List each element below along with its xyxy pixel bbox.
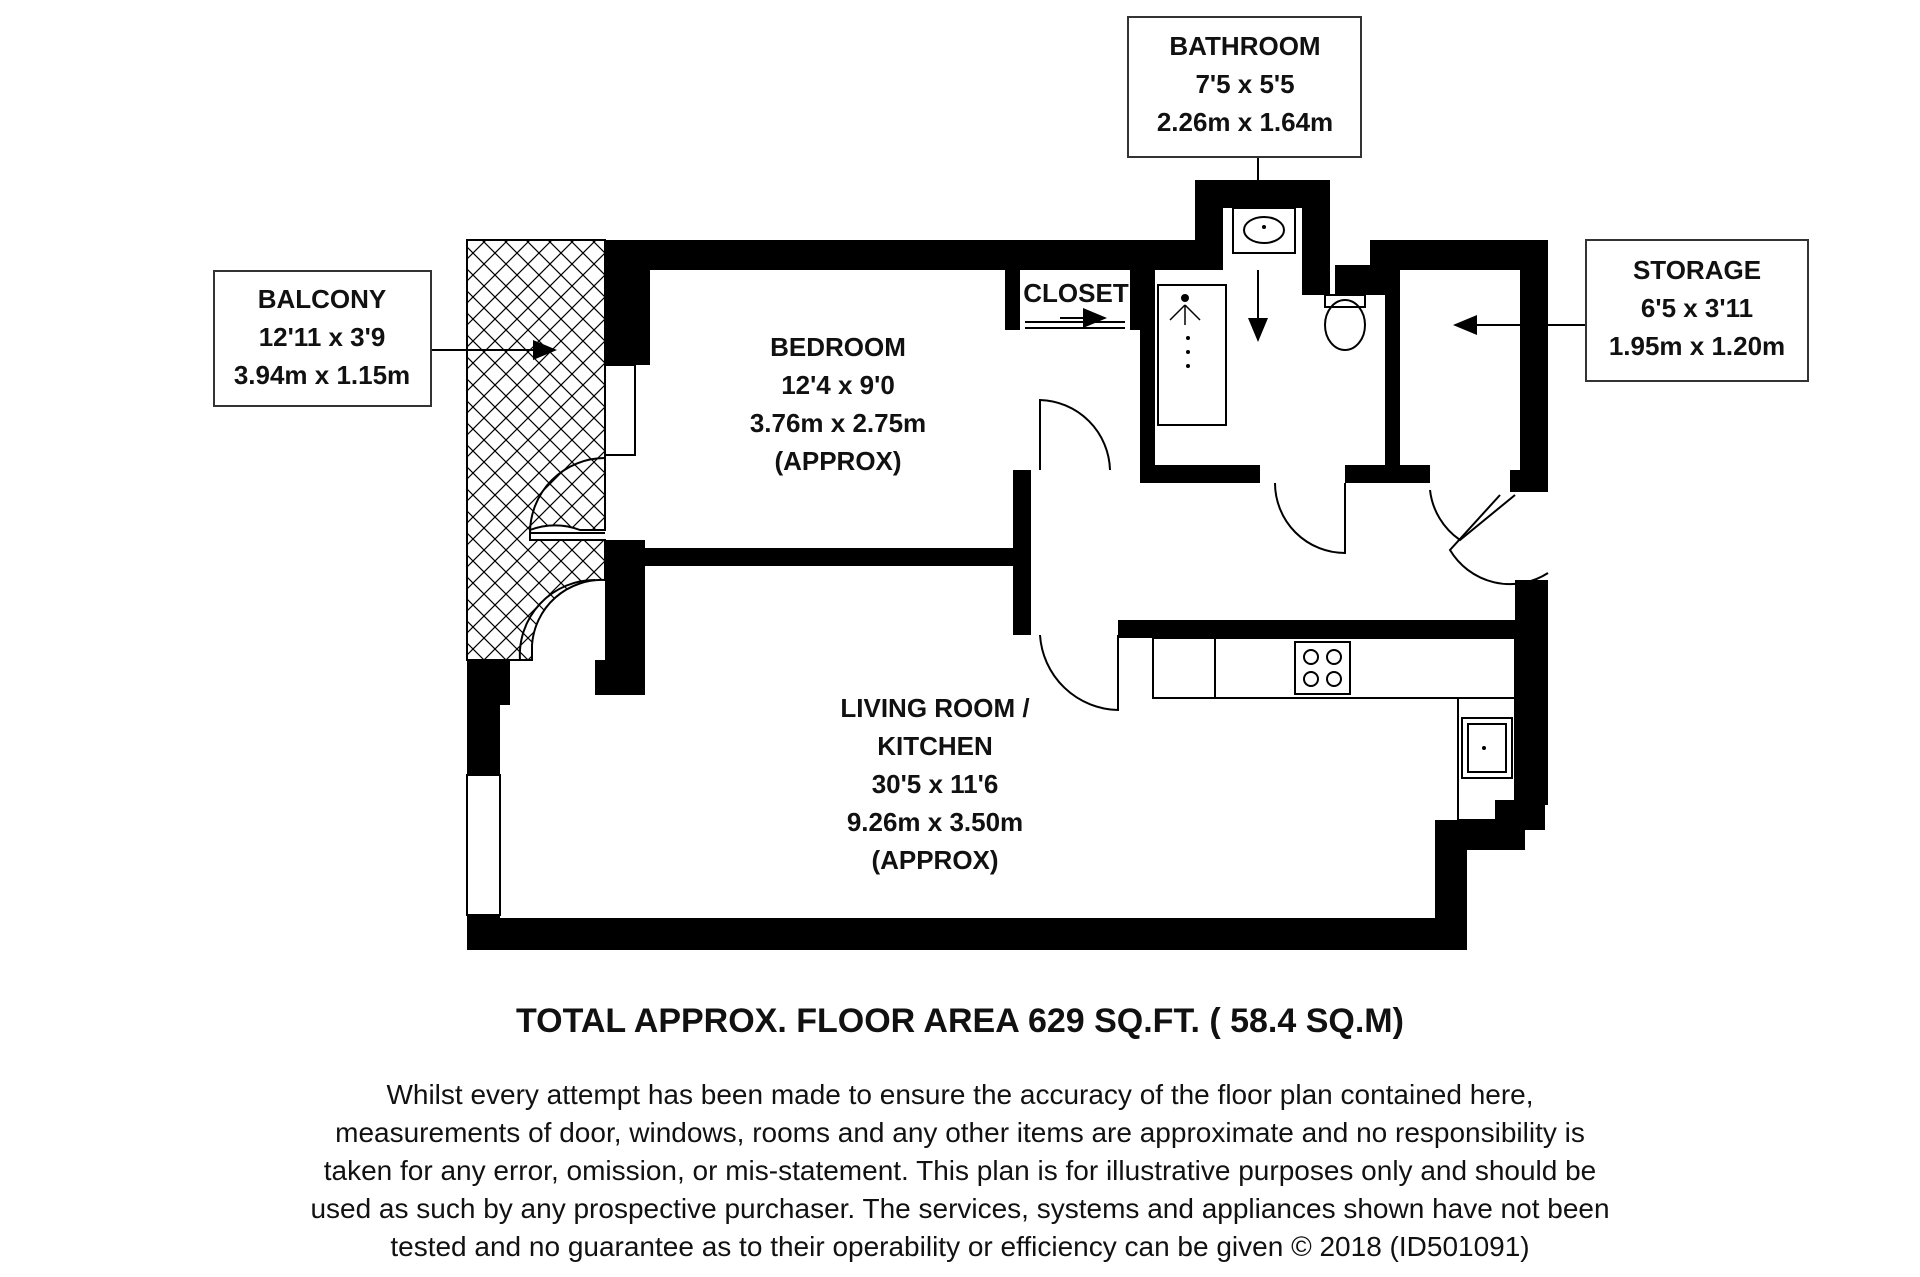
balcony-area xyxy=(467,240,605,660)
wall-bath-right xyxy=(1302,180,1330,295)
living-name-line2: KITCHEN xyxy=(877,731,993,761)
living-name-line1: LIVING ROOM / xyxy=(840,693,1030,723)
wall-closet-right xyxy=(1130,270,1145,330)
bedroom-name: BEDROOM xyxy=(770,332,906,362)
living-metric: 9.26m x 3.50m xyxy=(846,807,1024,837)
total-floor-area: TOTAL APPROX. FLOOR AREA 629 SQ.FT. ( 58.4 SQ.M) xyxy=(516,1002,1404,1040)
bathroom-door xyxy=(1275,483,1345,553)
shower-tray xyxy=(1158,285,1226,425)
wall-bedroom-top xyxy=(605,240,1165,270)
living-note: (APPROX) xyxy=(871,845,999,875)
wall-bedroom-living xyxy=(610,548,1030,566)
closet-door xyxy=(1025,322,1125,328)
storage-door xyxy=(1430,490,1515,540)
bedroom-door xyxy=(1040,400,1110,470)
wall-storage-door-jamb xyxy=(1510,470,1548,492)
storage-name: STORAGE xyxy=(1632,255,1762,285)
wall-kitchen-right xyxy=(1520,580,1548,805)
wall-bottom xyxy=(467,918,1467,950)
hob-icon xyxy=(1295,642,1350,694)
wall-storage-right xyxy=(1520,240,1548,490)
wall-closet-left xyxy=(1005,270,1020,330)
toilet-icon xyxy=(1325,295,1365,350)
wall-storage-bottom xyxy=(1345,465,1430,483)
living-imperial: 30'5 x 11'6 xyxy=(871,769,999,799)
bedroom-metric: 3.76m x 2.75m xyxy=(749,408,927,438)
balcony-metric: 3.94m x 1.15m xyxy=(233,360,411,390)
bathroom-name: BATHROOM xyxy=(1169,31,1321,61)
wall-storage-top xyxy=(1370,240,1548,270)
wall-hall-bottom xyxy=(1118,620,1518,638)
disclaimer-text: Whilst every attempt has been made to ensure the accuracy of the floor plan contained here, measurements of door, windows, rooms and any other items are approximate and no responsibility is taken for any error, omission, or mis-statement. This plan is for illustrative purposes only and should be used as such by any prospective purchaser. The services, systems and appliances shown have not been tested and no guarantee as to their operability or efficiency can be given © 2018 (ID501091) xyxy=(310,1079,1610,1262)
wall-bedroom-left-window xyxy=(605,365,635,455)
sink-icon xyxy=(1462,718,1512,778)
bedroom-imperial: 12'4 x 9'0 xyxy=(781,370,895,400)
balcony-imperial: 12'11 x 3'9 xyxy=(258,322,386,352)
balcony-name: BALCONY xyxy=(257,284,387,314)
bathroom-metric: 2.26m x 1.64m xyxy=(1156,107,1334,137)
wall-living-left-cap xyxy=(480,660,510,705)
bedroom-note: (APPROX) xyxy=(774,446,902,476)
kitchen-counter xyxy=(1153,638,1515,698)
wall-bath-left-step xyxy=(1165,240,1223,270)
storage-metric: 1.95m x 1.20m xyxy=(1608,331,1786,361)
wall-living-left-window xyxy=(467,775,500,915)
basin-icon xyxy=(1233,208,1295,253)
wall-bath-bottom xyxy=(1140,465,1260,483)
wall-hall-left xyxy=(1013,470,1031,635)
bathroom-imperial: 7'5 x 5'5 xyxy=(1195,69,1295,99)
shower-icon xyxy=(1170,294,1200,368)
wall-bedroom-left-upper xyxy=(605,240,650,365)
living-door xyxy=(1040,635,1118,710)
closet-name: CLOSET xyxy=(1023,278,1129,308)
wall-living-step xyxy=(595,660,635,695)
wall-bath-storage-mid xyxy=(1385,270,1400,470)
storage-imperial: 6'5 x 3'11 xyxy=(1640,293,1754,323)
